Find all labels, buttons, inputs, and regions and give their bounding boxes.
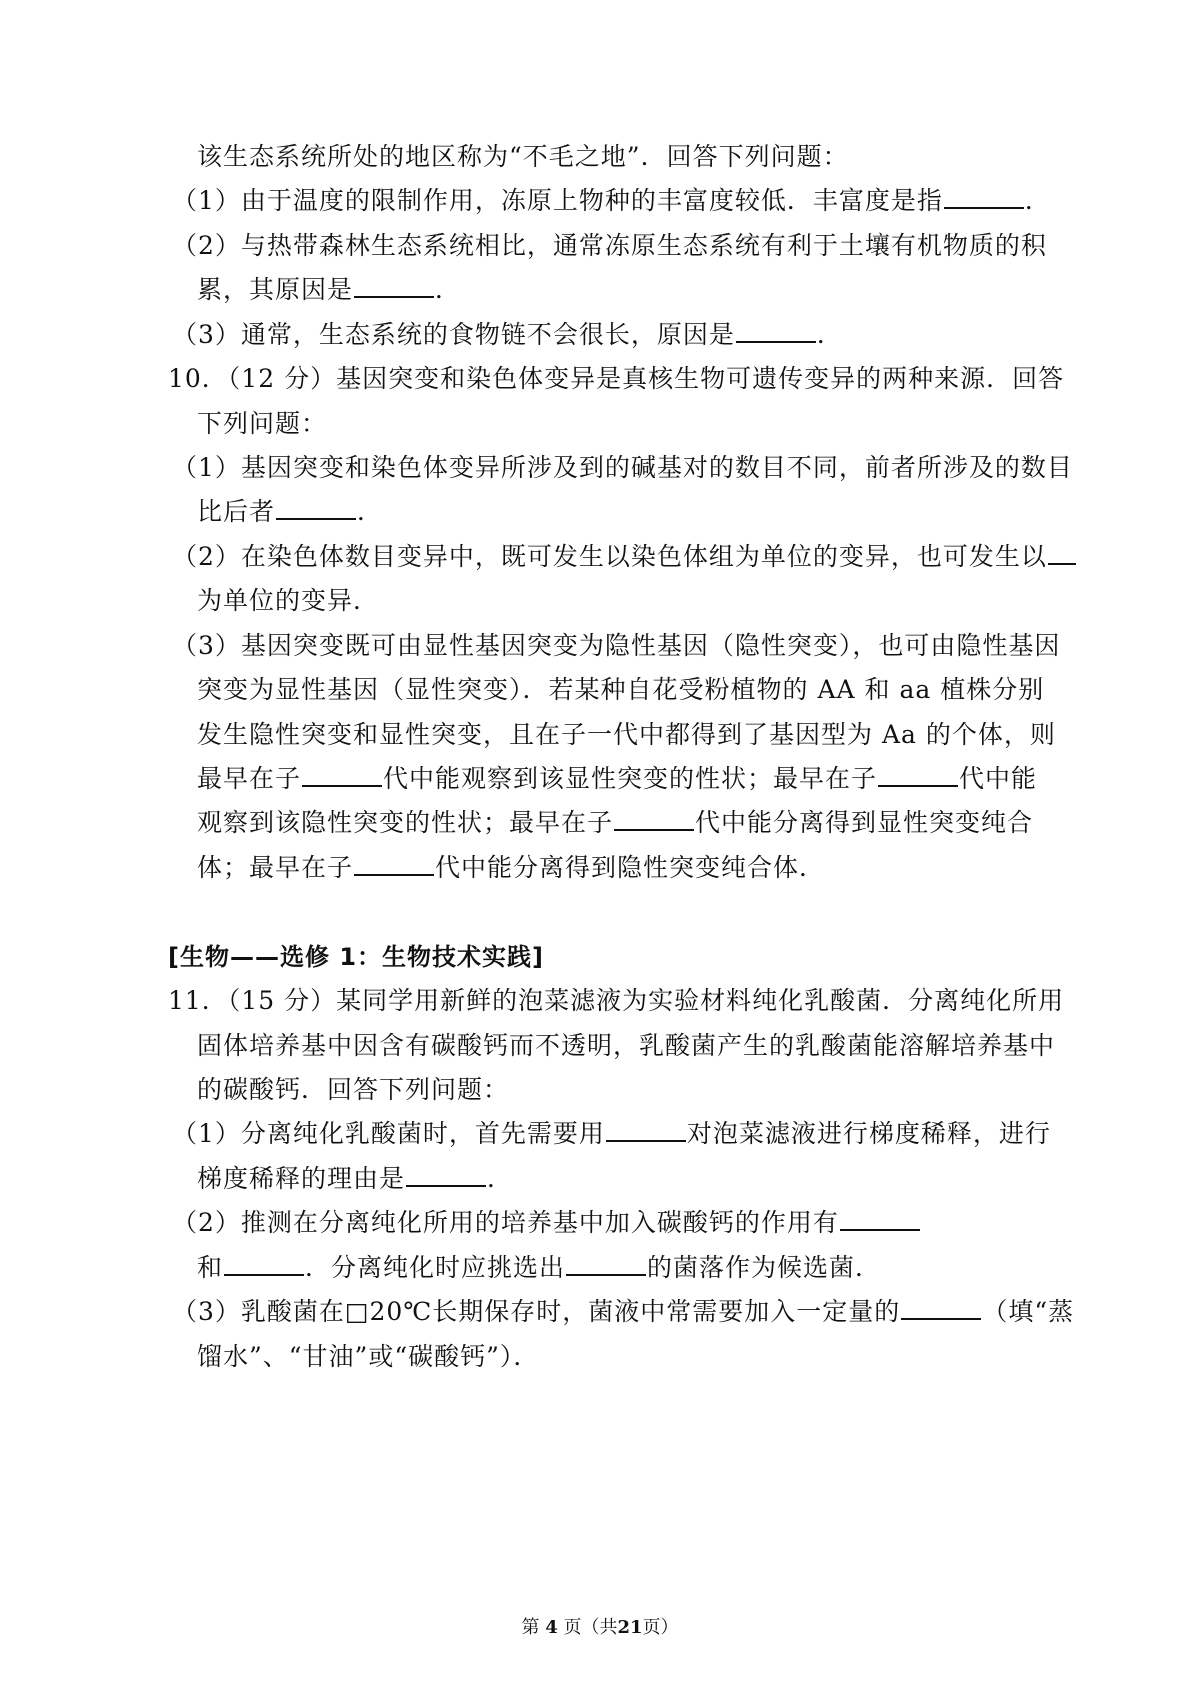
- q10-part3-line5: 观察到该隐性突变的性状；最早在子 代中能分离得到显性突变纯合: [197, 808, 1034, 837]
- q11-part3-line2: 馏水”、“甘油”或“碳酸钙”）．: [197, 1342, 540, 1371]
- answer-blank[interactable]: [354, 274, 434, 298]
- q10-part1-line1: （1）基因突变和染色体变异所涉及到的碱基对的数目不同，前者所涉及的数目: [172, 453, 1073, 482]
- answer-blank[interactable]: [276, 496, 356, 520]
- q10-part3-line1: （3）基因突变既可由显性基因突变为隐性基因（隐性突变），也可由隐性基因: [172, 631, 1061, 660]
- answer-blank[interactable]: [1048, 541, 1076, 565]
- answer-blank[interactable]: [606, 1118, 686, 1142]
- q10-part3-line3: 发生隐性突变和显性突变，且在子一代中都得到了基因型为 Aa 的个体，则: [197, 720, 1056, 749]
- q9-intro-tail: 该生态系统所处的地区称为“不毛之地”．回答下列问题：: [197, 142, 849, 171]
- q11-part2-line2: 和 ．分离纯化时应挑选出 的菌落作为候选菌．: [197, 1253, 882, 1282]
- answer-blank[interactable]: [840, 1207, 920, 1231]
- q9-part2-line2: 累，其原因是 ．: [197, 275, 462, 304]
- answer-blank[interactable]: [354, 852, 434, 876]
- q11-part1-line2: 梯度稀释的理由是 ．: [197, 1164, 514, 1193]
- answer-blank[interactable]: [406, 1163, 486, 1187]
- answer-blank[interactable]: [224, 1252, 304, 1276]
- q10-part3-line2: 突变为显性基因（显性突变）．若某种自花受粉植物的 AA 和 aa 植株分别: [197, 675, 1045, 704]
- q10-part3-line6: 体；最早在子 代中能分离得到隐性突变纯合体．: [197, 853, 826, 882]
- answer-blank[interactable]: [566, 1252, 646, 1276]
- q10-heading: 10．（12 分）基因突变和染色体变异是真核生物可遗传变异的两种来源．回答: [168, 364, 1065, 393]
- answer-blank[interactable]: [302, 763, 382, 787]
- q10-heading-line2: 下列问题：: [197, 409, 328, 438]
- page-footer: 第 4 页（共21页）: [521, 1617, 679, 1638]
- q11-part3-line1: （3）乳酸菌在□20℃长期保存时，菌液中常需要加入一定量的 （填“蒸: [172, 1297, 1075, 1326]
- q10-part2-line1: （2）在染色体数目变异中，既可发生以染色体组为单位的变异，也可发生以: [172, 540, 1077, 574]
- answer-blank[interactable]: [614, 807, 694, 831]
- section-heading: [生物——选修 1：生物技术实践]: [168, 943, 544, 971]
- q11-part2-line1: （2）推测在分离纯化所用的培养基中加入碳酸钙的作用有: [172, 1206, 921, 1240]
- q9-part2-line1: （2）与热带森林生态系统相比，通常冻原生态系统有利于土壤有机物质的积: [172, 231, 1047, 260]
- q10-part3-line4: 最早在子 代中能观察到该显性突变的性状；最早在子 代中能: [197, 764, 1038, 793]
- q11-part1-line1: （1）分离纯化乳酸菌时，首先需要用 对泡菜滤液进行梯度稀释，进行: [172, 1119, 1051, 1148]
- q10-part2-line2: 为单位的变异．: [197, 586, 380, 615]
- q11-heading-line3: 的碳酸钙．回答下列问题：: [197, 1075, 510, 1104]
- q11-heading-line2: 固体培养基中因含有碳酸钙而不透明，乳酸菌产生的乳酸菌能溶解培养基中: [197, 1031, 1056, 1060]
- q10-part1-line2: 比后者 ．: [197, 497, 384, 526]
- q11-heading: 11．（15 分）某同学用新鲜的泡菜滤液为实验材料纯化乳酸菌．分离纯化所用: [168, 986, 1065, 1015]
- q9-part1: （1）由于温度的限制作用，冻原上物种的丰富度较低．丰富度是指 ．: [172, 186, 1051, 215]
- answer-blank[interactable]: [878, 763, 958, 787]
- answer-blank[interactable]: [901, 1296, 981, 1320]
- page-total: 21: [617, 1617, 643, 1638]
- answer-blank[interactable]: [944, 185, 1024, 209]
- q9-part3: （3）通常，生态系统的食物链不会很长，原因是 ．: [172, 320, 843, 349]
- page-number: 4: [545, 1617, 558, 1638]
- answer-blank[interactable]: [736, 319, 816, 343]
